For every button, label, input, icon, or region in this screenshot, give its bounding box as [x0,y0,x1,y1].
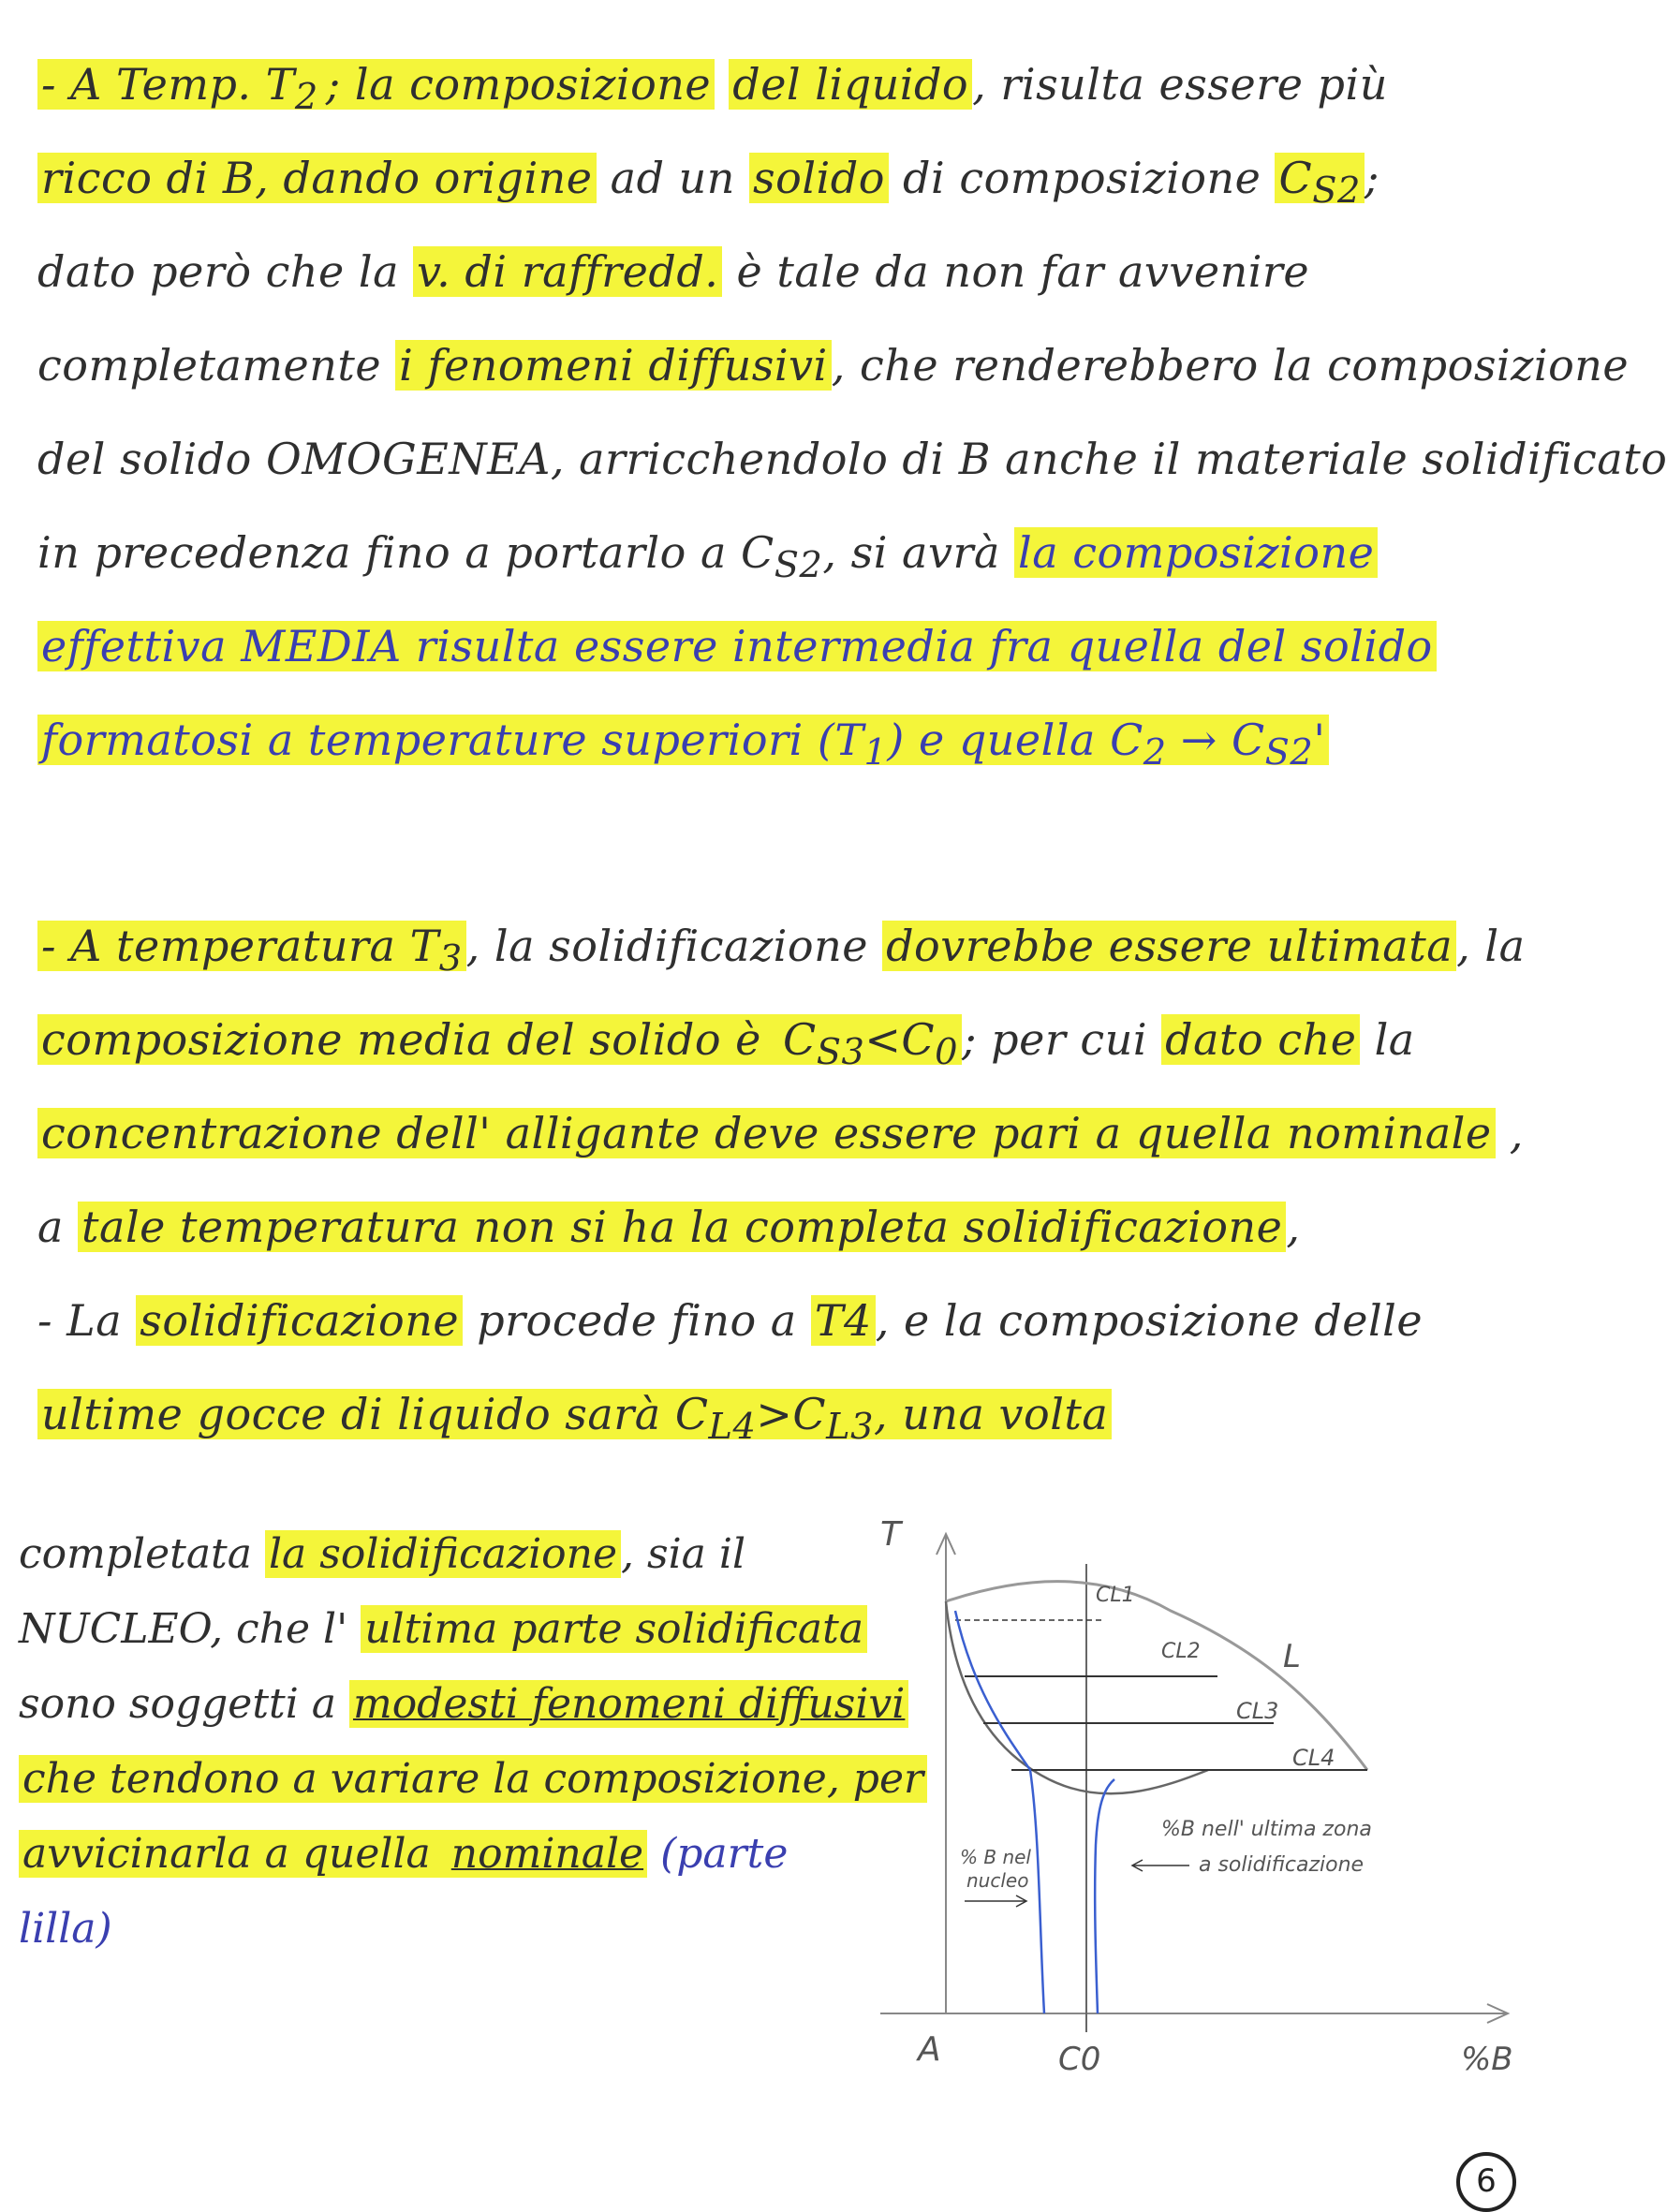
p2-line-3: concentrazione dell' alligante deve essere pari a quella nominale , [37,1096,1520,1171]
page-number: 6 [1456,2152,1516,2212]
y-axis-label: T [880,1515,901,1554]
c0-label: C0 [1058,2041,1101,2078]
p1-line-8: formatosi a temperature superiori $(T_1)$ e quella $C_2 \to C_{S2}'$ [37,702,1520,777]
p1-line-6: in precedenza fino a portarlo a $C_{S2}$, si avrà la composizione [37,515,1520,590]
phase-diagram [862,1508,1536,2088]
cl4-label: CL4 [1292,1745,1335,1771]
note-right-2: a solidificazione [1199,1853,1365,1877]
x-axis-label: %B [1461,2041,1513,2078]
p2-line-12: lilla) [19,1905,112,1953]
p2-line-7: completata la solidificazione, sia il [19,1530,746,1578]
p2-line-6: ultime gocce di liquido sarà $C_{L4}>C_{L3}$, una volta [37,1377,1520,1452]
p1-line-7: effettiva MEDIA risulta essere intermedia fra quella del solido [37,609,1520,684]
cl2-label: CL2 [1161,1640,1201,1663]
p2-line-1: - A temperatura $T_3$, la solidificazione dovrebbe essere ultimata, la [37,908,1520,983]
cl3-label: CL3 [1236,1698,1279,1724]
liquidus-label: L [1283,1638,1301,1675]
p2-line-10: che tendono a variare la composizione, per [19,1742,880,1817]
note-left-2: nucleo [966,1869,1029,1892]
p2-line-4: a tale temperatura non si ha la completa solidificazione, [37,1202,1301,1252]
p2-line-8: NUCLEO, che l' ultima parte solidificata [19,1592,880,1667]
p2-line-5: - La solidificazione procede fino a T4, e la composizione delle [37,1295,1424,1346]
p1-line-5: del solido OMOGENEA, arricchendolo di B anche il materiale solidificato [37,434,1667,484]
p1-line-1: - A Temp. $T_2$ ; la composizione del liquido, risulta essere più [37,47,1520,122]
cl1-label: CL1 [1096,1584,1135,1607]
note-right-1: %B nell' ultima zona [1161,1818,1372,1841]
p2-line-9: sono soggetti a modesti fenomeni diffusivi [19,1667,880,1742]
p1-line-4: completamente i fenomeni diffusivi, che renderebbero la composizione [37,340,1630,391]
p2-line-2: composizione media del solido è $C_{S3}<C_0$; per cui dato che la [37,1002,1520,1077]
p2-line-11: avvicinarla a quella nominale (parte [19,1817,880,1892]
nucleus-curve [955,1611,1044,2013]
note-left-1: % B nel [960,1846,1031,1868]
last-zone-curve [1095,1779,1114,2013]
origin-label: A [918,2030,941,2069]
p1-line-2: ricco di B, dando origine ad un solido di composizione $C_{S2}$; [37,140,1520,215]
p1-line-3: dato però che la v. di raffredd. è tale da non far avvenire [37,246,1310,297]
